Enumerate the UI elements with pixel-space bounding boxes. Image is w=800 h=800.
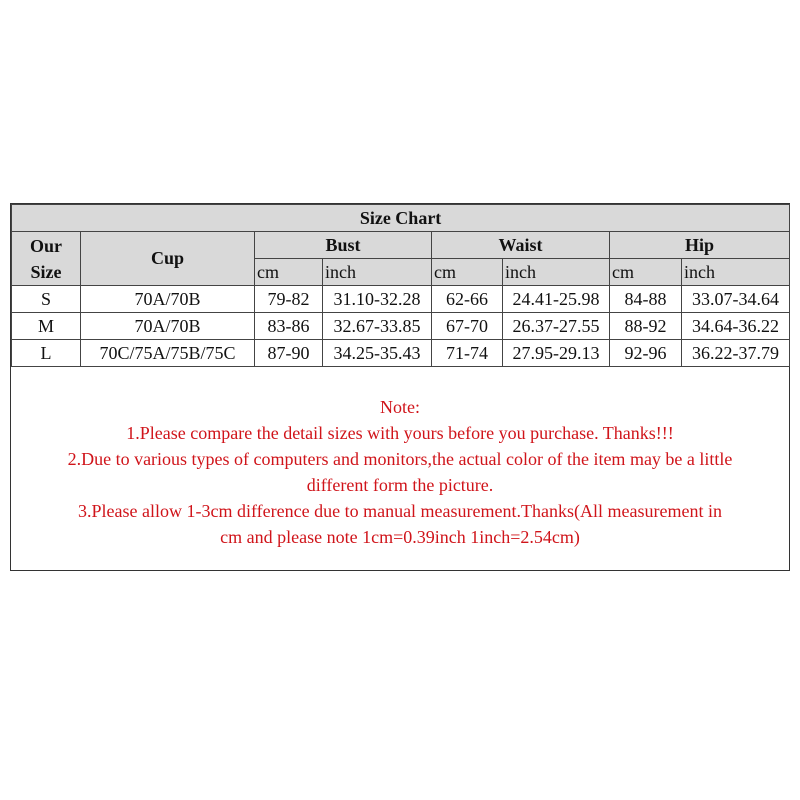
header-our-size-line1: Our — [29, 235, 62, 256]
note-line-3b: cm and please note 1cm=0.39inch 1inch=2.54cm) — [220, 527, 580, 547]
subheader-waist-cm: cm — [432, 259, 503, 286]
bust-cm-cell: 83-86 — [255, 313, 323, 340]
size-cell: S — [12, 286, 81, 313]
subheader-bust-cm: cm — [255, 259, 323, 286]
note-line-1: 1.Please compare the detail sizes with yours before you purchase. Thanks!!! — [126, 423, 674, 443]
subheader-waist-inch: inch — [503, 259, 610, 286]
hip-cm-cell: 92-96 — [610, 340, 682, 367]
subheader-bust-inch: inch — [323, 259, 432, 286]
size-chart-table — [11, 204, 790, 367]
note-line-2b: different form the picture. — [306, 475, 494, 495]
size-cell: M — [12, 313, 81, 340]
cup-cell: 70A/70B — [81, 286, 255, 313]
bust-inch-cell: 32.67-33.85 — [323, 313, 432, 340]
hip-cm-cell: 84-88 — [610, 286, 682, 313]
hip-inch-cell: 33.07-34.64 — [682, 286, 790, 313]
header-our-size — [12, 232, 81, 286]
header-bust: Bust — [255, 232, 432, 259]
size-chart-panel — [10, 203, 790, 571]
table-row — [12, 340, 790, 367]
table-row — [12, 313, 790, 340]
table-title: Size Chart — [12, 205, 790, 232]
waist-inch-cell: 27.95-29.13 — [503, 340, 610, 367]
waist-cm-cell: 71-74 — [432, 340, 503, 367]
waist-inch-cell: 26.37-27.55 — [503, 313, 610, 340]
cup-cell: 70A/70B — [81, 313, 255, 340]
cup-cell: 70C/75A/75B/75C — [81, 340, 255, 367]
header-hip: Hip — [610, 232, 790, 259]
waist-cm-cell: 67-70 — [432, 313, 503, 340]
hip-inch-cell: 36.22-37.79 — [682, 340, 790, 367]
header-cup: Cup — [81, 232, 255, 286]
notes-section — [11, 394, 789, 550]
bust-inch-cell: 31.10-32.28 — [323, 286, 432, 313]
note-line-2a: 2.Due to various types of computers and monitors,the actual color of the item may be a little — [67, 449, 733, 469]
header-our-size-line2: Size — [30, 261, 62, 282]
bust-cm-cell: 79-82 — [255, 286, 323, 313]
note-title: Note: — [380, 397, 420, 417]
waist-cm-cell: 62-66 — [432, 286, 503, 313]
hip-inch-cell: 34.64-36.22 — [682, 313, 790, 340]
table-row — [12, 286, 790, 313]
size-cell: L — [12, 340, 81, 367]
subheader-hip-cm: cm — [610, 259, 682, 286]
bust-inch-cell: 34.25-35.43 — [323, 340, 432, 367]
bust-cm-cell: 87-90 — [255, 340, 323, 367]
subheader-hip-inch: inch — [682, 259, 790, 286]
note-line-3a: 3.Please allow 1-3cm difference due to manual measurement.Thanks(All measurement in — [78, 501, 722, 521]
header-waist: Waist — [432, 232, 610, 259]
hip-cm-cell: 88-92 — [610, 313, 682, 340]
waist-inch-cell: 24.41-25.98 — [503, 286, 610, 313]
